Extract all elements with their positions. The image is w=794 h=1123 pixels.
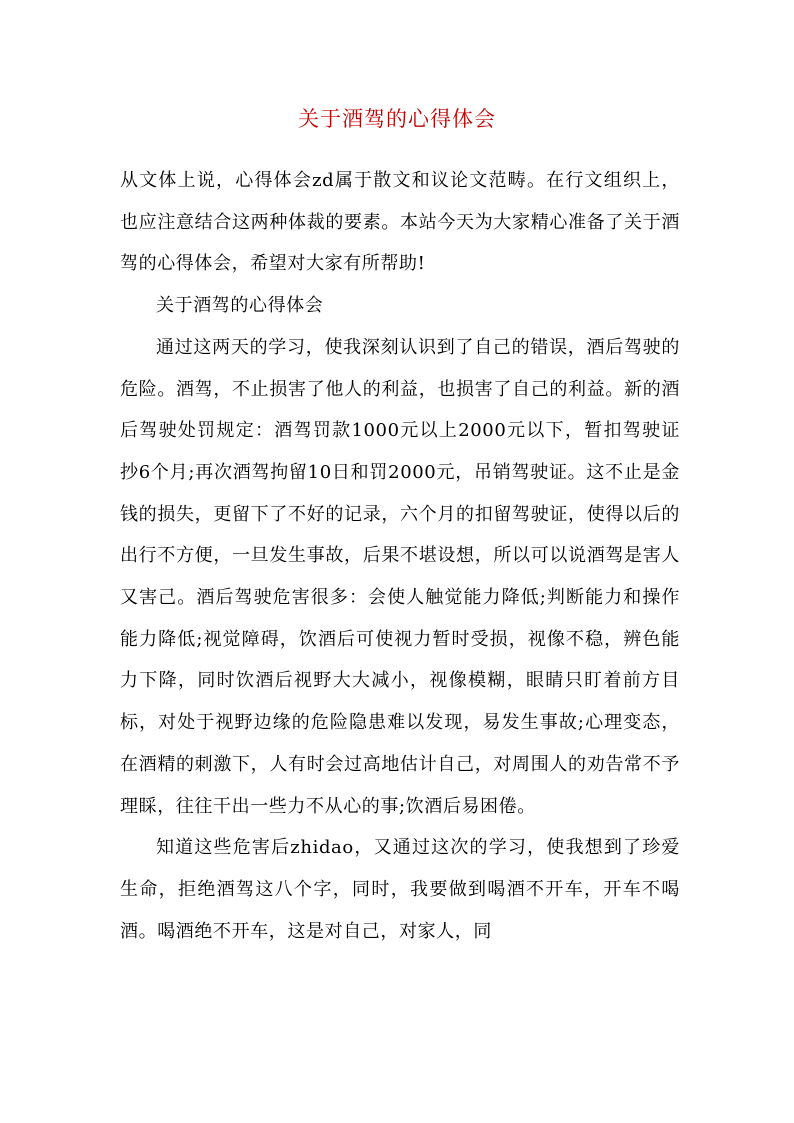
intro-paragraph: 从文体上说，心得体会zd属于散文和议论文范畴。在行文组织上，也应注意结合这两种体裁的要素。本站今天为大家精心准备了关于酒驾的心得体会，希望对大家有所帮助! [120,170,680,275]
document-title: 关于酒驾的心得体会 [298,107,496,131]
document-body [120,160,680,952]
section-heading: 关于酒驾的心得体会 [156,295,324,317]
body-paragraph-2: 知道这些危害后zhidao，又通过这次的学习，使我想到了珍爱生命，拒绝酒驾这八个字，同时，我要做到喝酒不开车，开车不喝酒。喝酒绝不开车，这是对自己，对家人，同 [120,837,680,942]
body-paragraph-1: 通过这两天的学习，使我深刻认识到了自己的错误，酒后驾驶的危险。酒驾，不止损害了他人的利益，也损害了自己的利益。新的酒后驾驶处罚规定：酒驾罚款1000元以上2000元以下，暂扣驾驶证抄6个月;再次酒驾拘留10日和罚2000元，吊销驾驶证。这不止是金钱的损失，更留下了不好的记录，六个月的扣留驾驶证，使得以后的出行不方便，一旦发生事故，后果不堪设想，所以可以说酒驾是害人又害己。酒后驾驶危害很多：会使人触觉能力降低;判断能力和操作能力降低;视觉障碍，饮酒后可使视力暂时受损，视像不稳，辨色能力下降，同时饮酒后视野大大减小，视像模糊，眼睛只盯着前方目标，对处于视野边缘的危险隐患难以发现，易发生事故;心理变态，在酒精的刺激下，人有时会过高地估计自己，对周围人的劝告常不予理睬，往往干出一些力不从心的事;饮酒后易困倦。 [120,336,680,817]
